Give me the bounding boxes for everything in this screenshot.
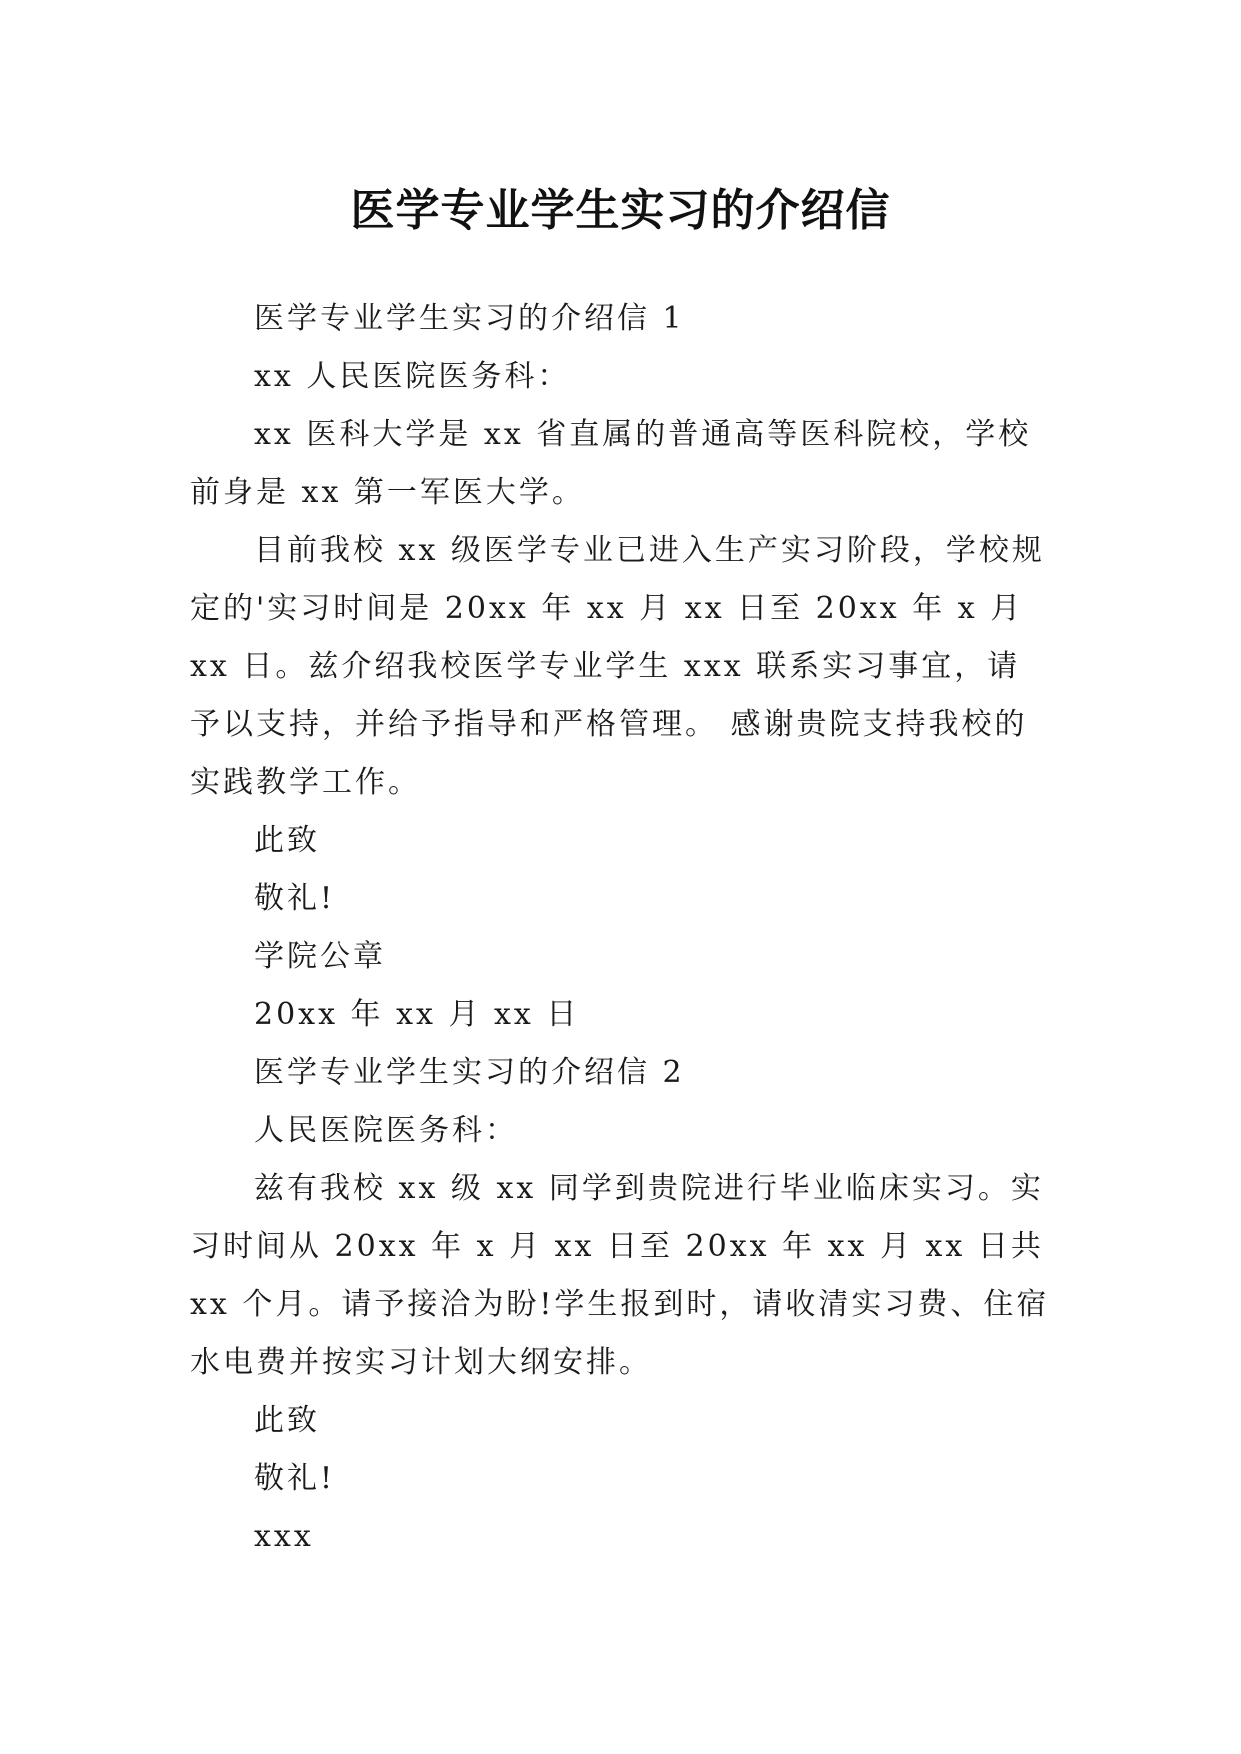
document-body <box>190 290 1052 1566</box>
letter-2-body: 兹有我校 xx 级 xx 同学到贵院进行毕业临床实习。实习时间从 20xx 年 x 月 xx 日至 20xx 年 xx 月 xx 日共 xx 个月。请予接洽为盼!学生报到时，请收清实习费、住宿水电费并按实习计划大纲安排。 <box>190 1171 1050 1380</box>
letter-1-closing: 此致 <box>254 823 320 858</box>
letter-1-school-intro: xx 医科大学是 xx 省直属的普通高等医科院校，学校前身是 xx 第一军医大学。 <box>190 417 1032 510</box>
letter-2-recipient: 人民医院医务科： <box>254 1113 518 1148</box>
page-title: 医学专业学生实习的介绍信 <box>350 185 891 237</box>
letter-1-date: 20xx 年 xx 月 xx 日 <box>254 997 580 1032</box>
letter-1-seal: 学院公章 <box>254 939 386 974</box>
letter-1-heading: 医学专业学生实习的介绍信 1 <box>254 301 685 336</box>
letter-2-signature: xxx <box>254 1519 314 1554</box>
letter-2-salutation: 敬礼! <box>254 1461 336 1496</box>
letter-1-salutation: 敬礼! <box>254 881 336 916</box>
letter-1-body: 目前我校 xx 级医学专业已进入生产实习阶段，学校规定的'实习时间是 20xx 年 xx 月 xx 日至 20xx 年 x 月 xx 日。兹介绍我校医学专业学生 xxx 联系实习事宜，请予以支持，并给予指导和严格管理。 感谢贵院支持我校的实践教学工作。 <box>190 533 1045 800</box>
letter-2-closing: 此致 <box>254 1403 320 1438</box>
letter-1-recipient: xx 人民医院医务科： <box>254 359 571 394</box>
letter-2-heading: 医学专业学生实习的介绍信 2 <box>254 1055 685 1090</box>
